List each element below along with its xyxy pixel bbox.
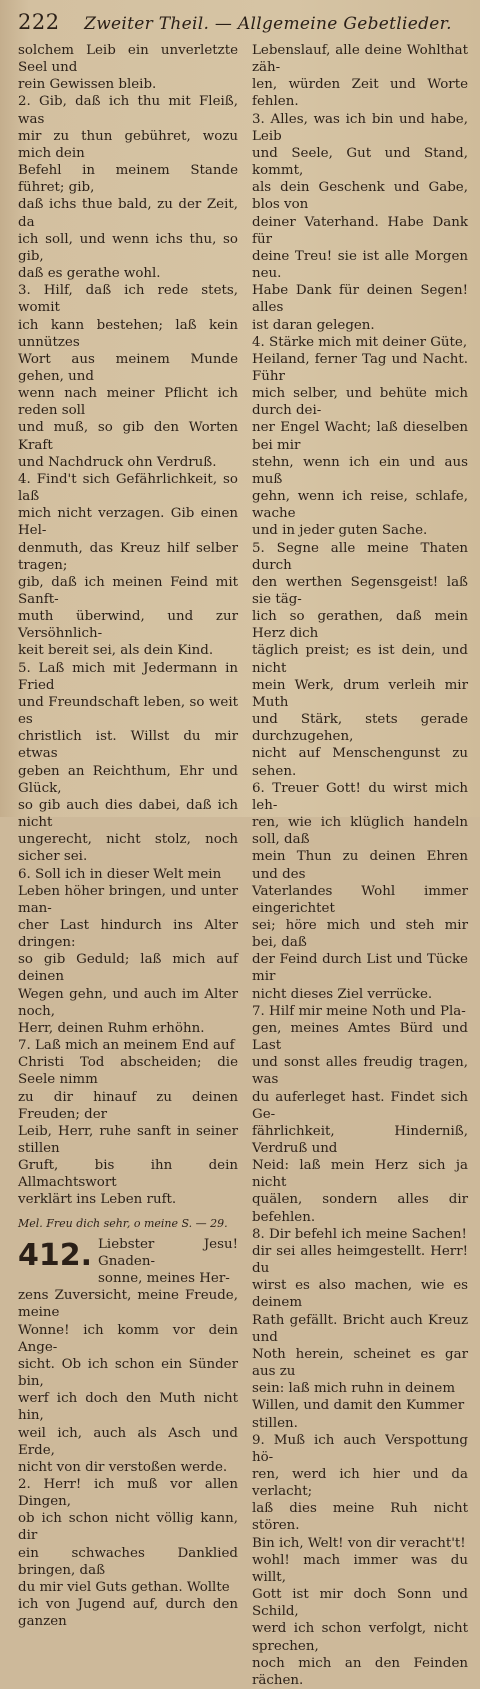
hymn-411-verses: solchem Leib ein unverletzte Seel und rein Gewissen bleib. 2. Gib, daß ich thu mit Fleiß, was mir zu thun gebühret, wozu mich dein Befehl in meinem Stande führet; gib, daß ichs thue bald, zu der Zeit, da ich soll, und wenn ichs thu, so gib, daß es gerathe wohl. 3. Hilf, daß ich rede stets, womit ich kann bestehen; laß kein unnützes Wort aus meinem Munde gehen, und wenn nach meiner Pflicht ich reden soll und muß, so gib den Worten Kraft und Nachdruck ohn Verdruß. 4. Find't sich Gefährlichkeit, so laß mich nicht verzagen. Gib einen Hel- denmuth, das Kreuz hilf selber tragen; gib, daß ich meinen Feind mit Sanft- muth überwind, und zur Versöhnlich- keit bereit sei, als dein Kind. 5. Laß mich mit Jedermann in Fried und Freundschaft leben, so weit es christlich ist. Willst du mir etwas geben an Reichthum, Ehr und Glück, so gib auch dies dabei, daß ich nicht ungerecht, nicht stolz, noch sicher sei. 6. Soll ich in dieser Welt mein Leben höher bringen, und unter man- cher Last hindurch ins Alter dringen: so gib Geduld; laß mich auf deinen Wegen gehn, und auch im Alter noch, Herr, deinen Ruhm erhöhn. 7. Laß mich an meinem End auf Christi Tod abscheiden; die Seele nimm zu dir hinauf zu deinen Freuden; der Leib, Herr, ruhe sanft in seiner stillen Gruft, bis ihn dein Allmachtswort verklärt ins Leben ruft. xyxy=(18,43,238,1208)
left-column xyxy=(18,42,238,1630)
page-header xyxy=(18,10,466,38)
hymn-number: 412. xyxy=(18,1237,93,1273)
right-column xyxy=(252,42,468,1688)
hymn-412-heading xyxy=(18,1236,238,1287)
melody-line: Mel. Freu dich sehr, o meine S. — 29. xyxy=(18,1216,228,1230)
hymn-412-verses: zens Zuversicht, meine Freude, meine Wonne! ich komm vor dein Ange- sicht. Ob ich schon ein Sünder bin, werf ich doch den Muth nicht hin, weil ich, auch als Asch und Erde, nicht von dir verstoßen werde. 2. Herr! ich muß vor allen Dingen, ob ich schon nicht völlig kann, dir ein schwaches Danklied bringen, daß du mir viel Guts gethan. Wollte ich von Jugend auf, durch den ganzen xyxy=(18,1288,238,1630)
hymn-412-continued: Lebenslauf, alle deine Wohlthat zäh- len, würden Zeit und Worte fehlen. 3. Alles, was ich bin und habe, Leib und Seele, Gut und Stand, kommt, als dein Geschenk und Gabe, blos von deiner Vaterhand. Habe Dank für deine Treu! sie ist alle Morgen neu. Habe Dank für deinen Segen! alles ist daran gelegen. 4. Stärke mich mit deiner Güte, Heiland, ferner Tag und Nacht. Führ mich selber, und behüte mich durch dei- ner Engel Wacht; laß dieselben bei mir stehn, wenn ich ein und aus muß gehn, wenn ich reise, schlafe, wache und in jeder guten Sache. 5. Segne alle meine Thaten durch den werthen Segensgeist! laß sie täg- lich so gerathen, daß mein Herz dich täglich preist; es ist dein, und nicht mein Werk, drum verleih mir Muth und Stärk, stets gerade durchzugehen, nicht auf Menschengunst zu sehen. 6. Treuer Gott! du wirst mich leh- ren, wie ich klüglich handeln soll, daß mein Thun zu deinen Ehren und des Vaterlandes Wohl immer eingerichtet sei; höre mich und steh mir bei, daß der Feind durch List und Tücke mir nicht dieses Ziel verrücke. 7. Hilf mir meine Noth und Pla- gen, meines Amtes Bürd und Last und sonst alles freudig tragen, was du auferleget hast. Findet sich Ge- fährlichkeit, Hinderniß, Verdruß und Neid: laß mein Herz sich ja nicht quälen, sondern alles dir befehlen. 8. Dir befehl ich meine Sachen! dir sei alles heimgestellt. Herr! du wirst es also machen, wie es deinem Rath gefällt. Bricht auch Kreuz und Noth herein, scheinet es gar aus zu sein: laß mich ruhn in deinem Willen, und damit den Kummer stillen. 9. Muß ich auch Verspottung hö- ren, werd ich hier und da verlacht; laß dies meine Ruh nicht stören. Bin ich, Welt! von dir veracht't! wohl! mach immer was du willt, Gott ist mir doch Sonn und Schild, werd ich schon verfolgt, nicht sprechen, noch mich an den Feinden rächen. xyxy=(252,43,468,1688)
running-head: Zweiter Theil. — Allgemeine Gebetlieder. xyxy=(84,14,452,34)
hymn-412-opening: Liebster Jesu! Gnaden- sonne, meines Her- xyxy=(98,1236,238,1287)
page-number: 222 xyxy=(18,10,60,34)
